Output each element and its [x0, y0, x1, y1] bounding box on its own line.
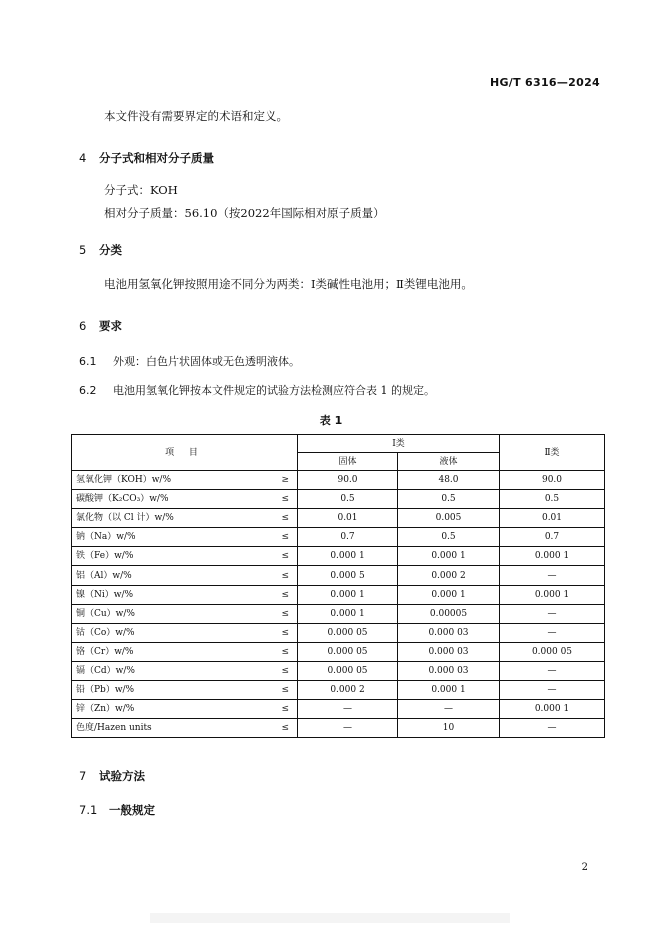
- clause-6-1: [79, 353, 300, 369]
- value-class1-liquid: 0.5: [398, 528, 500, 547]
- value-class2: 0.000 1: [500, 547, 605, 566]
- item-name: 钴（Co）w/%: [72, 623, 262, 642]
- limit-relation: ≤: [262, 547, 298, 566]
- limit-relation: ≤: [262, 509, 298, 528]
- value-class1-liquid: —: [398, 700, 500, 719]
- value-class2: —: [500, 661, 605, 680]
- value-class1-solid: 0.000 05: [298, 623, 398, 642]
- header-liquid: 液体: [398, 453, 500, 471]
- item-name: 镉（Cd）w/%: [72, 661, 262, 680]
- value-class2: 0.000 1: [500, 585, 605, 604]
- item-name: 色度/Hazen units: [72, 719, 262, 738]
- header-item: 项 目: [72, 435, 298, 471]
- clause-number: 6.2: [79, 384, 97, 397]
- value-class2: —: [500, 681, 605, 700]
- header-class-2: Ⅱ类: [500, 435, 605, 471]
- limit-relation: ≤: [262, 719, 298, 738]
- table-row: [72, 471, 605, 490]
- table-row: [72, 566, 605, 585]
- value-class1-solid: 0.000 2: [298, 681, 398, 700]
- value-class2: 0.000 05: [500, 642, 605, 661]
- value-class1-solid: 0.7: [298, 528, 398, 547]
- limit-relation: ≤: [262, 623, 298, 642]
- value-class1-solid: 0.5: [298, 490, 398, 509]
- limit-relation: ≤: [262, 604, 298, 623]
- value-class2: 0.7: [500, 528, 605, 547]
- table-row: [72, 661, 605, 680]
- limit-relation: ≤: [262, 661, 298, 680]
- value-class1-liquid: 0.000 2: [398, 566, 500, 585]
- header-solid: 固体: [298, 453, 398, 471]
- value-class2: 0.5: [500, 490, 605, 509]
- value-class1-liquid: 0.000 1: [398, 681, 500, 700]
- limit-relation: ≤: [262, 681, 298, 700]
- item-name: 铅（Pb）w/%: [72, 681, 262, 700]
- section-number: 6: [79, 319, 87, 333]
- value-class1-liquid: 0.000 03: [398, 661, 500, 680]
- value-class1-liquid: 0.00005: [398, 604, 500, 623]
- value-class1-solid: 0.01: [298, 509, 398, 528]
- value-class1-solid: 90.0: [298, 471, 398, 490]
- molecular-mass: 相对分子质量：56.10（按2022年国际相对原子质量）: [104, 206, 385, 220]
- item-name: 锌（Zn）w/%: [72, 700, 262, 719]
- item-name: 氯化物（以 Cl 计）w/%: [72, 509, 262, 528]
- item-name: 铜（Cu）w/%: [72, 604, 262, 623]
- limit-relation: ≤: [262, 585, 298, 604]
- limit-relation: ≤: [262, 528, 298, 547]
- document-code-header: HG/T 6316—2024: [489, 76, 600, 89]
- subsection-number: 7.1: [79, 803, 98, 817]
- table-row: [72, 700, 605, 719]
- limit-relation: ≤: [262, 566, 298, 585]
- value-class2: 0.01: [500, 509, 605, 528]
- item-name: 镍（Ni）w/%: [72, 585, 262, 604]
- limit-relation: ≥: [262, 471, 298, 490]
- table-row: [72, 604, 605, 623]
- value-class1-solid: 0.000 05: [298, 642, 398, 661]
- value-class2: —: [500, 604, 605, 623]
- value-class1-liquid: 0.000 1: [398, 547, 500, 566]
- table-caption: 表 1: [319, 414, 343, 427]
- table-row: [72, 681, 605, 700]
- value-class1-liquid: 0.000 1: [398, 585, 500, 604]
- limit-relation: ≤: [262, 642, 298, 661]
- header-class-1: Ⅰ类: [298, 435, 500, 453]
- table-row: [72, 585, 605, 604]
- value-class2: —: [500, 566, 605, 585]
- section-number: 4: [79, 151, 87, 165]
- value-class1-solid: 0.000 1: [298, 604, 398, 623]
- section-number: 5: [79, 243, 87, 257]
- section-title: 试验方法: [99, 769, 145, 783]
- page-number: 2: [581, 862, 588, 873]
- footer-watermark-band: [150, 913, 510, 923]
- section-7-heading: [79, 768, 145, 784]
- value-class1-liquid: 48.0: [398, 471, 500, 490]
- item-name: 铝（Al）w/%: [72, 566, 262, 585]
- value-class1-liquid: 0.000 03: [398, 642, 500, 661]
- item-name: 铬（Cr）w/%: [72, 642, 262, 661]
- clause-number: 6.1: [79, 355, 97, 368]
- specification-table: [71, 434, 605, 738]
- table-row: [72, 547, 605, 566]
- section-title: 分类: [99, 243, 122, 257]
- section-title: 要求: [99, 319, 122, 333]
- item-name: 碳酸钾（K₂CO₃）w/%: [72, 490, 262, 509]
- clause-text: 电池用氢氧化钾按本文件规定的试验方法检测应符合表 1 的规定。: [113, 384, 435, 397]
- section-title: 分子式和相对分子质量: [99, 151, 214, 165]
- value-class1-solid: 0.000 1: [298, 585, 398, 604]
- table-row: [72, 490, 605, 509]
- value-class1-solid: 0.000 05: [298, 661, 398, 680]
- clause-6-2: [79, 382, 435, 398]
- table-header-row: [72, 435, 605, 453]
- item-name: 铁（Fe）w/%: [72, 547, 262, 566]
- terms-paragraph: 本文件没有需要界定的术语和定义。: [104, 109, 288, 123]
- value-class1-solid: —: [298, 719, 398, 738]
- table-row: [72, 719, 605, 738]
- subsection-7-1-heading: [79, 802, 155, 818]
- table-row: [72, 509, 605, 528]
- value-class1-liquid: 0.5: [398, 490, 500, 509]
- clause-text: 外观：白色片状固体或无色透明液体。: [113, 355, 300, 368]
- value-class1-solid: 0.000 5: [298, 566, 398, 585]
- value-class1-liquid: 0.000 03: [398, 623, 500, 642]
- section-number: 7: [79, 769, 87, 783]
- item-name: 钠（Na）w/%: [72, 528, 262, 547]
- classification-paragraph: 电池用氢氧化钾按照用途不同分为两类：Ⅰ类碱性电池用；Ⅱ类锂电池用。: [104, 277, 473, 291]
- section-6-heading: [79, 318, 122, 334]
- value-class1-liquid: 10: [398, 719, 500, 738]
- table-row: [72, 642, 605, 661]
- subsection-title: 一般规定: [109, 803, 155, 817]
- value-class2: —: [500, 623, 605, 642]
- section-5-heading: [79, 242, 122, 258]
- value-class2: —: [500, 719, 605, 738]
- table-row: [72, 528, 605, 547]
- section-4-heading: [79, 150, 214, 166]
- value-class1-solid: 0.000 1: [298, 547, 398, 566]
- value-class1-liquid: 0.005: [398, 509, 500, 528]
- table-row: [72, 623, 605, 642]
- value-class2: 0.000 1: [500, 700, 605, 719]
- item-name: 氢氧化钾（KOH）w/%: [72, 471, 262, 490]
- value-class2: 90.0: [500, 471, 605, 490]
- limit-relation: ≤: [262, 700, 298, 719]
- molecular-formula: 分子式：KOH: [104, 183, 178, 197]
- value-class1-solid: —: [298, 700, 398, 719]
- limit-relation: ≤: [262, 490, 298, 509]
